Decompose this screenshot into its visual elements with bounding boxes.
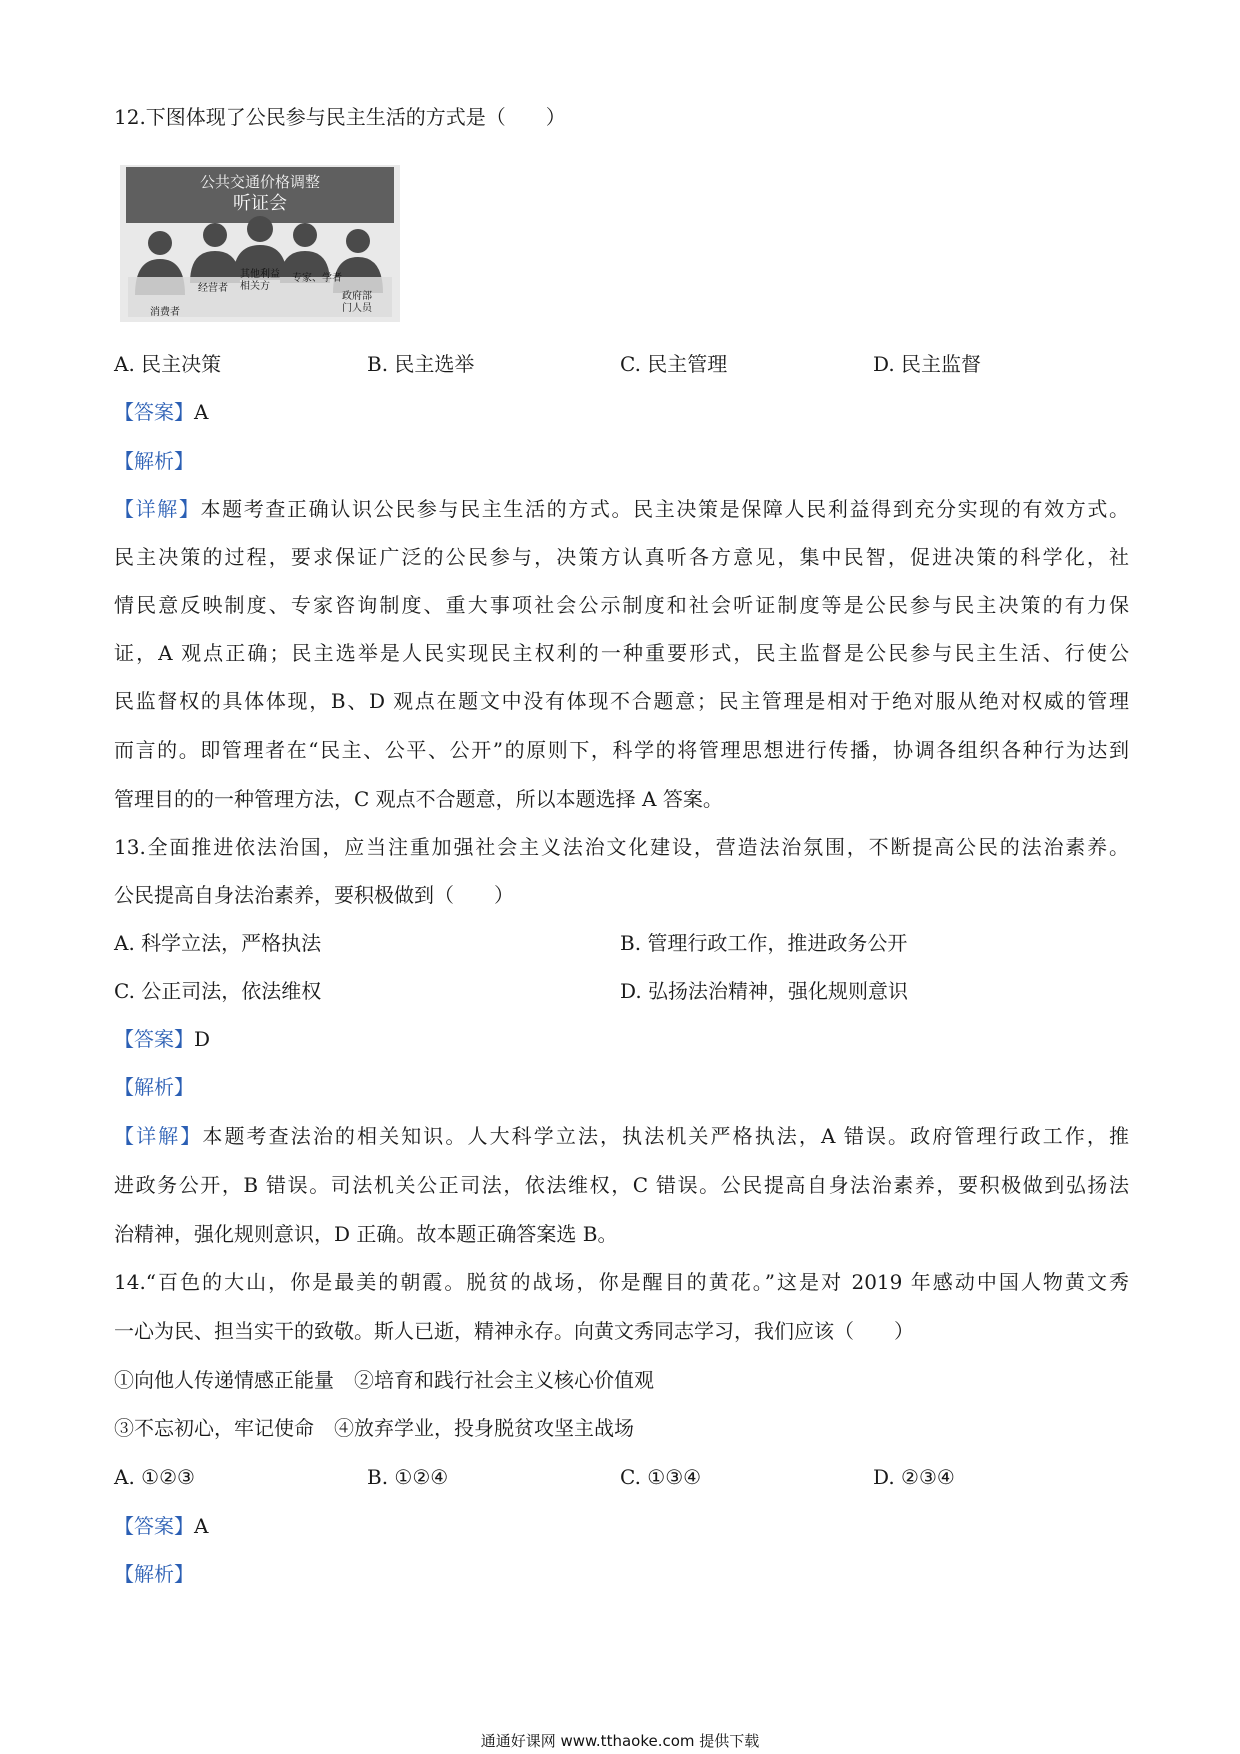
q12-option-b: B. 民主选举: [367, 352, 475, 376]
figure-title-2: 听证会: [233, 193, 287, 214]
q13-stem-line-2: 公民提高自身法治素养，要积极做到（ ）: [114, 883, 514, 907]
q13-detail-line-1: [114, 1122, 1129, 1150]
detail-tag: 【详解】: [114, 497, 201, 521]
q13-option-b: B. 管理行政工作，推进政务公开: [620, 931, 908, 955]
q14-option-b: B. ①②④: [367, 1465, 449, 1489]
q12-analysis-heading: [114, 447, 194, 475]
q14-option-a: A. ①②③: [114, 1465, 195, 1489]
q14-answer: [114, 1512, 208, 1540]
q12-detail-line-1: [114, 495, 1129, 523]
label-operator: 经营者: [198, 283, 228, 294]
q13-stem-line-1: 13.全面推进依法治国，应当注重加强社会主义法治文化建设，营造法治氛围，不断提高公民的法治素养。: [114, 835, 1129, 859]
q12-answer: [114, 398, 208, 426]
q13-detail-line-3: 治精神，强化规则意识，D 正确。故本题正确答案选 B。: [114, 1222, 618, 1246]
answer-value: A: [194, 1514, 209, 1538]
q14-option-c: C. ①③④: [620, 1465, 702, 1489]
q14-analysis-heading: [114, 1560, 194, 1588]
q13-analysis-heading: [114, 1073, 194, 1101]
q12-detail-line-3: 情民意反映制度、专家咨询制度、重大事项社会公示制度和社会听证制度等是公民参与民主决策的有力保: [114, 593, 1129, 617]
q13-option-c: C. 公正司法，依法维权: [114, 979, 322, 1003]
answer-value: D: [194, 1027, 211, 1051]
q12-detail-line-7: 管理目的的一种管理方法，C 观点不合题意，所以本题选择 A 答案。: [114, 787, 723, 811]
q12-detail-line-6: 而言的。即管理者在“民主、公平、公开”的原则下，科学的将管理思想进行传播，协调各组织各种行为达到: [114, 738, 1129, 762]
q14-option-d: D. ②③④: [873, 1465, 955, 1489]
q12-detail-line-5: 民监督权的具体体现，B、D 观点在题文中没有体现不合题意；民主管理是相对于绝对服从绝对权威的管理: [114, 689, 1129, 713]
label-gov-1: 政府部: [342, 291, 372, 302]
q12-detail-line-2: 民主决策的过程，要求保证广泛的公民参与，决策方认真听各方意见，集中民智，促进决策的科学化，社: [114, 545, 1129, 569]
label-other-1: 其他利益: [240, 269, 280, 280]
analysis-tag: 【解析】: [114, 449, 194, 473]
page-footer: 通通好课网 www.tthaoke.com 提供下载: [480, 1732, 760, 1750]
detail-text: 本题考查正确认识公民参与民主生活的方式。民主决策是保障人民利益得到充分实现的有效方式。: [200, 497, 1130, 521]
analysis-tag: 【解析】: [114, 1075, 194, 1099]
answer-tag: 【答案】: [114, 1027, 194, 1051]
q12-stem: 12.下图体现了公民参与民主生活的方式是（ ）: [114, 105, 566, 129]
q13-option-a: A. 科学立法，严格执法: [114, 931, 322, 955]
label-consumer: 消费者: [150, 307, 180, 318]
q12-option-c: C. 民主管理: [620, 352, 728, 376]
label-other-2: 相关方: [240, 281, 270, 292]
q12-option-a: A. 民主决策: [114, 352, 222, 376]
detail-text: 本题考查法治的相关知识。人大科学立法，执法机关严格执法，A 错误。政府管理行政工作，推: [202, 1124, 1129, 1148]
label-gov-2: 门人员: [342, 303, 372, 314]
q13-option-d: D. 弘扬法治精神，强化规则意识: [620, 979, 909, 1003]
label-expert: 专家、学者: [292, 273, 342, 284]
q14-stem-line-1: 14.“百色的大山，你是最美的朝霞。脱贫的战场，你是醒目的黄花。”这是对 2019 年感动中国人物黄文秀: [114, 1270, 1129, 1294]
detail-tag: 【详解】: [114, 1124, 203, 1148]
figure-title-1: 公共交通价格调整: [199, 173, 321, 191]
q12-option-d: D. 民主监督: [873, 352, 982, 376]
q13-detail-line-2: 进政务公开，B 错误。司法机关公正司法，依法维权，C 错误。公民提高自身法治素养，要积极做到弘扬法: [114, 1173, 1129, 1197]
q14-item-line-1: ①向他人传递情感正能量 ②培育和践行社会主义核心价值观: [114, 1368, 654, 1392]
hearing-illustration: [120, 165, 400, 322]
q14-stem-line-2: 一心为民、担当实干的致敬。斯人已逝，精神永存。向黄文秀同志学习，我们应该（ ）: [114, 1319, 914, 1343]
analysis-tag: 【解析】: [114, 1562, 194, 1586]
q12-detail-line-4: 证，A 观点正确；民主选举是人民实现民主权利的一种重要形式，民主监督是公民参与民主生活、行使公: [114, 641, 1129, 665]
answer-value: A: [194, 400, 209, 424]
q14-item-line-2: ③不忘初心，牢记使命 ④放弃学业，投身脱贫攻坚主战场: [114, 1416, 634, 1440]
q13-answer: [114, 1025, 210, 1053]
answer-tag: 【答案】: [114, 400, 194, 424]
answer-tag: 【答案】: [114, 1514, 194, 1538]
